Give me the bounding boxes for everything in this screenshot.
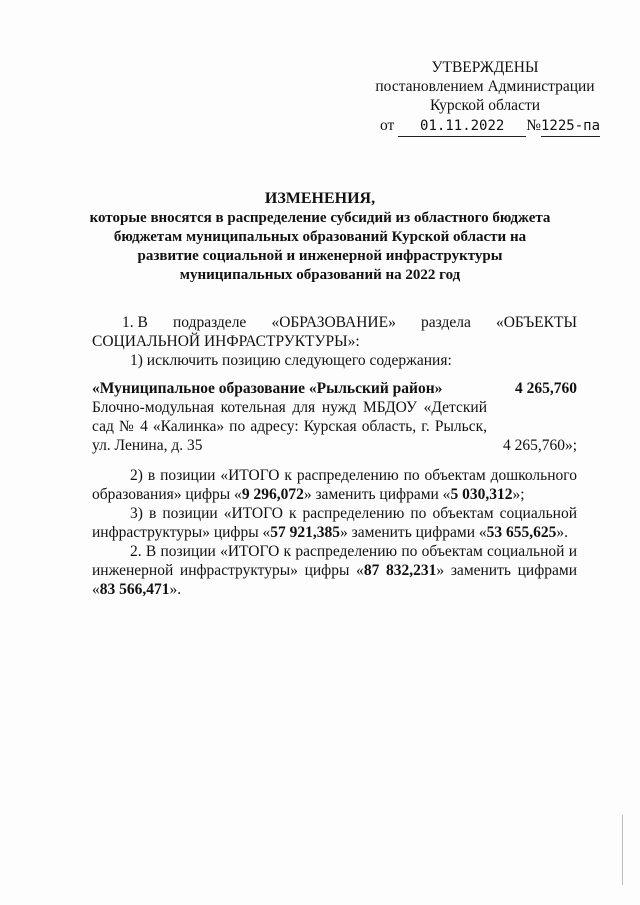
approval-line: постановлением Администрации	[375, 78, 595, 95]
approval-date: 01.11.2022	[398, 117, 526, 137]
excluded-entry	[92, 379, 577, 455]
title-line: которые вносятся в распределение субсидий из областного бюджета	[89, 210, 551, 226]
item-2-line	[92, 485, 577, 504]
approval-from: от	[380, 117, 395, 134]
title-line: бюджетам муниципальных образований Курской области на	[113, 229, 527, 245]
section-1	[92, 313, 577, 370]
item-text: инфраструктуры» цифры «	[92, 524, 271, 541]
old-figure: 9 296,072	[241, 486, 304, 503]
item-3-line	[92, 523, 577, 542]
section-1-word: «ОБРАЗОВАНИЕ»	[271, 314, 396, 331]
item-text: »;	[512, 486, 525, 503]
section-1-word: 1. В	[122, 314, 148, 331]
number-sign: №	[526, 117, 541, 134]
approval-stamp	[360, 58, 610, 137]
item-text: ».	[169, 581, 182, 598]
entry-municipality-row	[92, 379, 577, 398]
approval-number: 1225-па	[541, 117, 600, 137]
item-text: » заменить цифрами «	[340, 524, 487, 541]
approval-line: Курской области	[429, 97, 541, 114]
entry-municipality-amount: 4 265,760	[515, 380, 577, 397]
section-1-word: подразделе	[172, 314, 247, 331]
amendment-items	[92, 466, 577, 599]
entry-object-amount: 4 265,760»;	[502, 437, 577, 454]
new-figure: 53 655,625	[486, 524, 557, 541]
new-figure: 5 030,312	[450, 486, 513, 503]
section-1-word: «ОБЪЕКТЫ	[495, 314, 577, 331]
entry-description: ул. Ленина, д. 35	[92, 437, 203, 454]
paragraph-2-line	[92, 561, 577, 580]
item-text: » заменить цифрами	[436, 562, 577, 579]
old-figure: 87 832,231	[363, 562, 437, 579]
item-1: 1) исключить позицию следующего содержания:	[130, 352, 452, 369]
approval-date-line	[360, 116, 610, 137]
item-3-line: 3) в позиции «ИТОГО к распределению по объектам социальной	[130, 505, 577, 522]
scan-edge-line	[622, 815, 623, 885]
paragraph-2-line	[92, 580, 577, 599]
section-1-line: СОЦИАЛЬНОЙ ИНФРАСТРУКТУРЫ»:	[92, 333, 360, 350]
title-line: развитие социальной и инженерной инфраструктуры	[137, 248, 503, 264]
entry-address-row	[92, 436, 577, 455]
approval-heading: УТВЕРЖДЕНЫ	[431, 59, 539, 76]
item-text: образования» цифры «	[92, 486, 242, 503]
old-figure: 57 921,385	[270, 524, 341, 541]
entry-description: сад № 4 «Калинка» по адресу: Курская область, г. Рыльск,	[92, 418, 487, 435]
document-title	[60, 190, 580, 285]
item-text: » заменить цифрами «	[303, 486, 451, 503]
item-text: инженерной инфраструктуры» цифры «	[92, 562, 364, 579]
item-text: «	[92, 581, 100, 598]
entry-description: Блочно-модульная котельная для нужд МБДОУ «Детский	[92, 399, 487, 416]
title-heading: ИЗМЕНЕНИЯ,	[264, 190, 376, 207]
entry-municipality: «Муниципальное образование «Рыльский район»	[92, 380, 443, 397]
paragraph-2-line: 2. В позиции «ИТОГО к распределению по объектам социальной и	[130, 543, 577, 560]
title-line: муниципальных образований на 2022 год	[179, 267, 461, 283]
item-text: ».	[556, 524, 569, 541]
new-figure: 83 566,471	[99, 581, 170, 598]
item-2-line: 2) в позиции «ИТОГО к распределению по объектам дошкольного	[130, 467, 577, 484]
section-1-line	[92, 313, 577, 332]
section-1-word: раздела	[420, 314, 471, 331]
